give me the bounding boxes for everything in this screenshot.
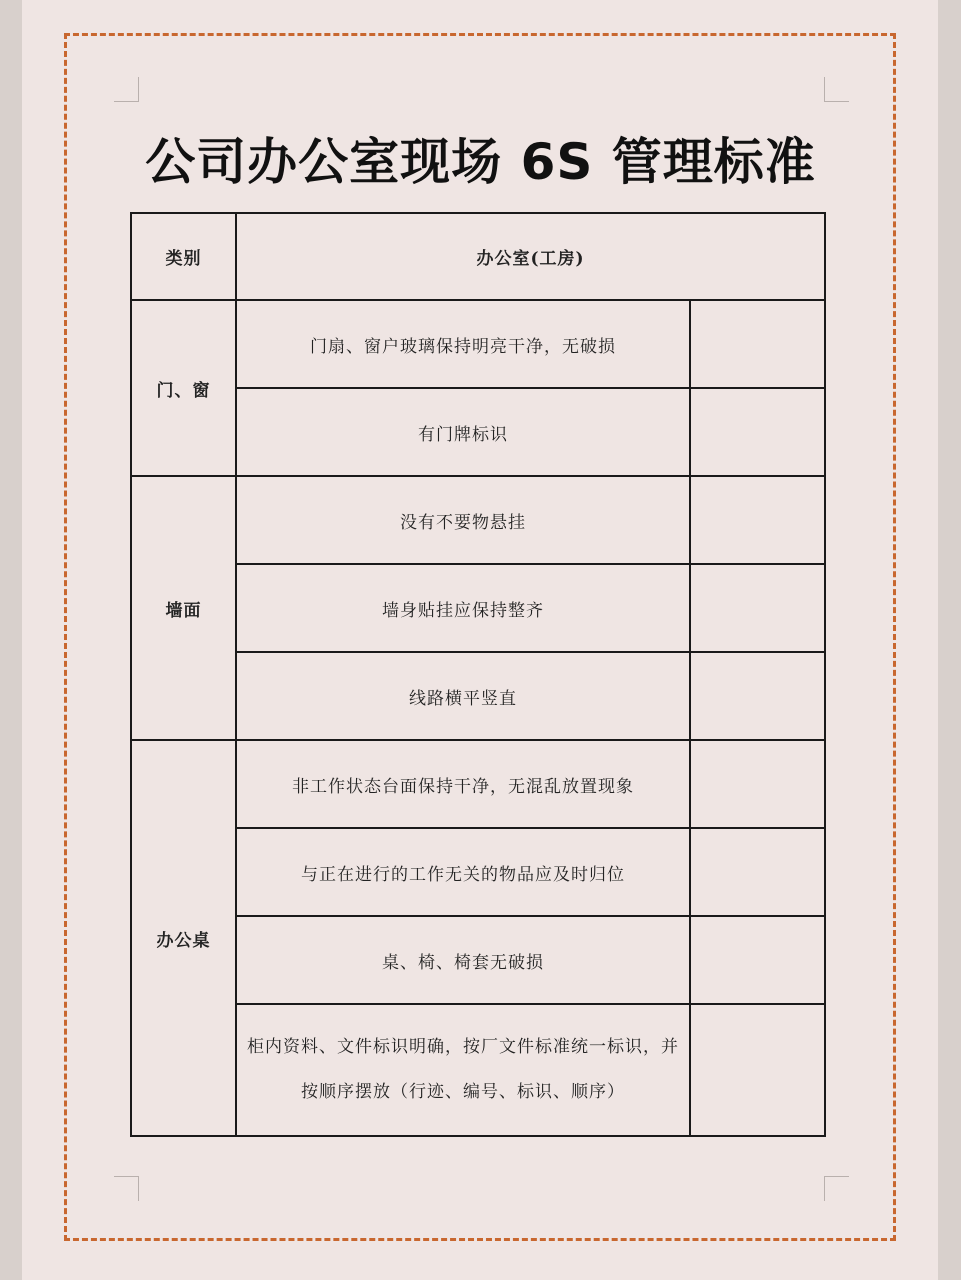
- table-row: [131, 652, 825, 740]
- table-row: [131, 564, 825, 652]
- header-category: 类别: [131, 213, 236, 300]
- standard-item: 桌、椅、椅套无破损: [236, 916, 690, 1004]
- crop-mark-top-left: [114, 77, 139, 102]
- check-cell: [690, 828, 825, 916]
- standards-table: [130, 212, 826, 1137]
- standard-item: 与正在进行的工作无关的物品应及时归位: [236, 828, 690, 916]
- document-title: 公司办公室现场 6S 管理标准: [145, 133, 816, 191]
- standard-item: 非工作状态台面保持干净，无混乱放置现象: [236, 740, 690, 828]
- table-row: [131, 300, 825, 388]
- standard-item: 柜内资料、文件标识明确，按厂文件标准统一标识，并按顺序摆放（行迹、编号、标识、顺序）: [236, 1004, 690, 1136]
- standard-item: 门扇、窗户玻璃保持明亮干净，无破损: [236, 300, 690, 388]
- check-cell: [690, 476, 825, 564]
- check-cell: [690, 564, 825, 652]
- crop-mark-top-right: [824, 77, 849, 102]
- category-door-window: 门、窗: [131, 300, 236, 476]
- table-row: [131, 476, 825, 564]
- check-cell: [690, 916, 825, 1004]
- standard-item: 墙身贴挂应保持整齐: [236, 564, 690, 652]
- category-wall: 墙面: [131, 476, 236, 740]
- header-area: 办公室(工房): [236, 213, 825, 300]
- table-row: [131, 1004, 825, 1136]
- check-cell: [690, 652, 825, 740]
- crop-mark-bottom-right: [824, 1176, 849, 1201]
- category-desk: 办公桌: [131, 740, 236, 1136]
- standard-item: 有门牌标识: [236, 388, 690, 476]
- table-header-row: [131, 213, 825, 300]
- crop-mark-bottom-left: [114, 1176, 139, 1201]
- table-row: [131, 388, 825, 476]
- check-cell: [690, 1004, 825, 1136]
- check-cell: [690, 388, 825, 476]
- standard-item: 没有不要物悬挂: [236, 476, 690, 564]
- table-row: [131, 916, 825, 1004]
- check-cell: [690, 740, 825, 828]
- table-row: [131, 740, 825, 828]
- table-row: [131, 828, 825, 916]
- standard-item: 线路横平竖直: [236, 652, 690, 740]
- check-cell: [690, 300, 825, 388]
